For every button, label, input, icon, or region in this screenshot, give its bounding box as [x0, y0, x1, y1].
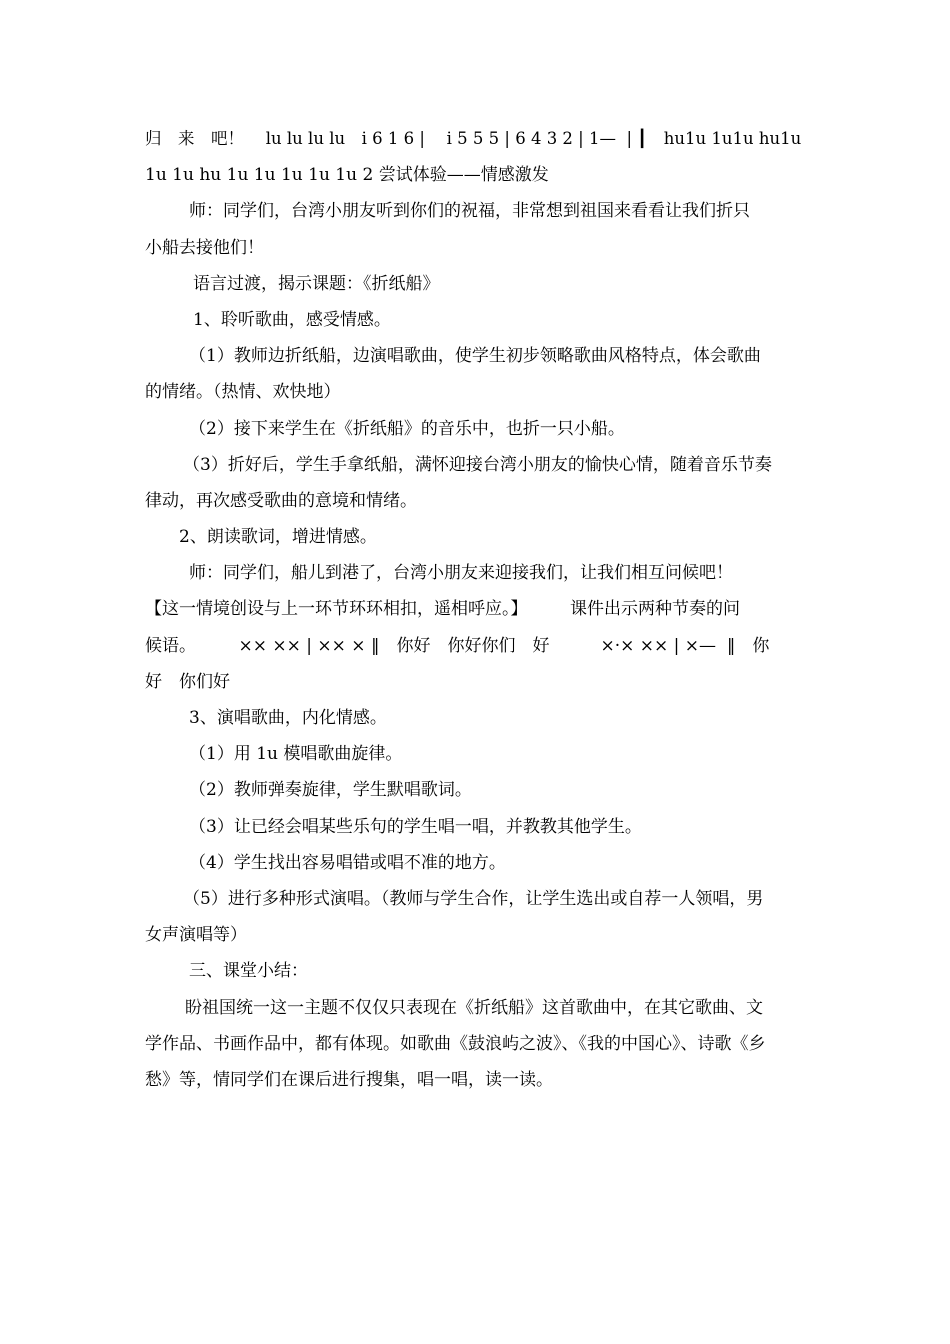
- text-line: 女声演唱等）: [145, 925, 247, 946]
- text-line: 律动，再次感受歌曲的意境和情绪。: [145, 490, 417, 511]
- text-line: （3）折好后，学生手拿纸船，满怀迎接台湾小朋友的愉快心情，随着音乐节奏: [183, 454, 772, 475]
- text-line: 小船去接他们！: [145, 237, 264, 258]
- text-line: （3）让已经会唱某些乐句的学生唱一唱，并教教其他学生。: [189, 816, 642, 837]
- text-line: 的情绪。（热情、欢快地）: [145, 382, 341, 403]
- text-line: 学作品、书画作品中，都有体现。如歌曲《鼓浪屿之波》、《我的中国心》、诗歌《乡: [145, 1033, 766, 1054]
- text-line: 语言过渡，揭示课题：《折纸船》: [193, 273, 440, 294]
- text-line: （1）用 1u 模唱歌曲旋律。: [189, 744, 403, 765]
- text-line: （2）接下来学生在《折纸船》的音乐中，也折一只小船。: [189, 418, 625, 439]
- text-line: 三、课堂小结：: [189, 961, 308, 982]
- text-line: 候语。 ×× ×× | ×× × ‖ 你好 你好你们 好 ×·× ×× | ×— ‖ 你: [145, 635, 770, 656]
- document-body: [145, 121, 810, 1098]
- text-line: （4）学生找出容易唱错或唱不准的地方。: [189, 852, 506, 873]
- text-line: 归 来 吧！ lu lu lu lu i 6 1 6 | i 5 5 5 | 6 4 3 2 | 1— | ┃ hu1u 1u1u hu1u: [145, 129, 802, 148]
- text-line: （2）教师弹奏旋律，学生默唱歌词。: [189, 780, 472, 801]
- text-line: 盼祖国统一这一主题不仅仅只表现在《折纸船》这首歌曲中，在其它歌曲、文: [185, 997, 763, 1018]
- text-line: 师：同学们，船儿到港了，台湾小朋友来迎接我们，让我们相互问候吧！: [189, 563, 733, 584]
- text-line: 【这一情境创设与上一环节环环相扣，遥相呼应。】 课件出示两种节奏的问: [145, 599, 740, 620]
- text-line: 师：同学们，台湾小朋友听到你们的祝福，非常想到祖国来看看让我们折只: [189, 201, 750, 222]
- text-line: 1u 1u hu 1u 1u 1u 1u 1u 2 尝试体验——情感激发: [145, 165, 549, 186]
- text-line: （1）教师边折纸船，边演唱歌曲，使学生初步领略歌曲风格特点，体会歌曲: [189, 346, 761, 367]
- text-line: 3、演唱歌曲，内化情感。: [189, 708, 387, 728]
- text-line: （5）进行多种形式演唱。（教师与学生合作，让学生选出或自荐一人领唱，男: [183, 888, 764, 909]
- text-line: 1、聆听歌曲，感受情感。: [193, 309, 391, 330]
- text-line: 愁》等，情同学们在课后进行搜集，唱一唱，读一读。: [145, 1069, 553, 1090]
- text-line: 好 你们好: [145, 671, 230, 692]
- text-line: 2、朗读歌词，增进情感。: [179, 527, 377, 548]
